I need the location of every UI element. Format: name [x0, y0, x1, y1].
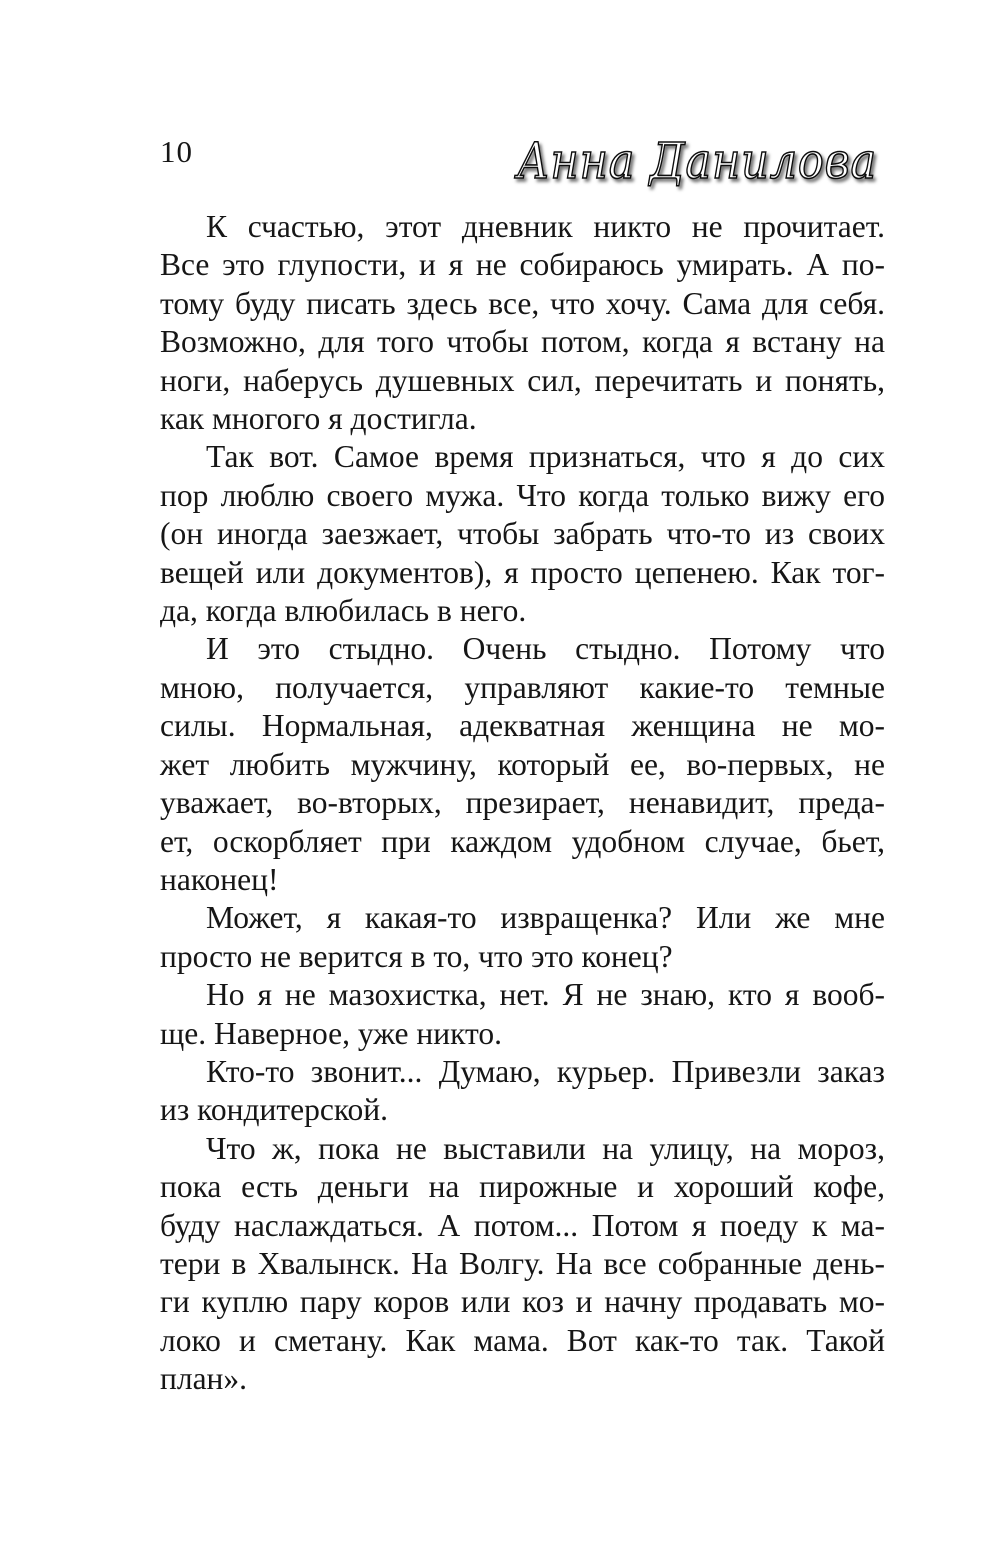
- text-line: наконец!: [160, 861, 279, 897]
- text-line: план».: [160, 1361, 248, 1397]
- text-line: уважает, во-вторых, презирает, ненавидит, преда-: [160, 785, 885, 821]
- text-line: пор люблю своего мужа. Что когда только вижу его: [160, 477, 885, 513]
- chapter-text: [160, 208, 885, 1399]
- text-line: мною, получается, управляют какие-то темные: [160, 669, 885, 705]
- paragraph: [160, 1130, 885, 1399]
- paragraph: [160, 899, 885, 976]
- text-line: как многого я достигла.: [160, 401, 477, 437]
- text-line: из кондитерской.: [160, 1092, 389, 1128]
- text-line: ноги, наберусь душевных сил, перечитать и понять,: [160, 362, 885, 398]
- text-line: Но я не мазохистка, нет. Я не знаю, кто я вооб-: [206, 977, 885, 1013]
- text-line: тери в Хвалынск. На Волгу. На все собранные день-: [160, 1245, 885, 1281]
- text-line: просто не верится в то, что это конец?: [160, 938, 673, 974]
- paragraph: [160, 976, 885, 1053]
- text-line: ще. Наверное, уже никто.: [160, 1015, 502, 1051]
- text-line: пока есть деньги на пирожные и хороший кофе,: [160, 1169, 885, 1205]
- text-line: буду наслаждаться. А потом... Потом я поеду к ма-: [160, 1207, 885, 1243]
- text-line: И это стыдно. Очень стыдно. Потому что: [206, 631, 885, 667]
- text-line: локо и сметану. Как мама. Вот как-то так. Такой: [160, 1322, 885, 1358]
- text-line: Так вот. Самое время признаться, что я до сих: [206, 439, 885, 475]
- text-line: Что ж, пока не выставили на улицу, на мороз,: [206, 1130, 885, 1166]
- text-line: Возможно, для того чтобы потом, когда я встану на: [160, 324, 885, 360]
- running-head-author: [505, 120, 885, 200]
- text-line: тому буду писать здесь все, что хочу. Сама для себя.: [160, 285, 885, 321]
- page-number: 10: [160, 134, 193, 169]
- text-line: вещей или документов), я просто цепенею. Как тог-: [160, 554, 885, 590]
- paragraph: [160, 630, 885, 899]
- text-line: (он иногда заезжает, чтобы забрать что-то из своих: [160, 516, 885, 552]
- text-line: Может, я какая-то извращенка? Или же мне: [206, 900, 885, 936]
- text-line: силы. Нормальная, адекватная женщина не мо-: [160, 708, 885, 744]
- text-line: Все это глупости, и я не собираюсь умирать. А по-: [160, 247, 885, 283]
- running-head-text: Анна Данилова: [514, 132, 877, 190]
- text-line: ги куплю пару коров или коз и начну продавать мо-: [160, 1284, 885, 1320]
- paragraph: [160, 438, 885, 630]
- text-line: К счастью, этот дневник никто не прочитает.: [206, 209, 885, 244]
- text-line: жет любить мужчину, который ее, во-первых, не: [160, 746, 885, 782]
- text-line: да, когда влюбилась в него.: [160, 593, 527, 629]
- paragraph: [160, 208, 885, 438]
- text-line: ет, оскорбляет при каждом удобном случае, бьет,: [160, 823, 885, 859]
- paragraph: [160, 1053, 885, 1130]
- text-line: Кто-то звонит... Думаю, курьер. Привезли заказ: [206, 1053, 885, 1089]
